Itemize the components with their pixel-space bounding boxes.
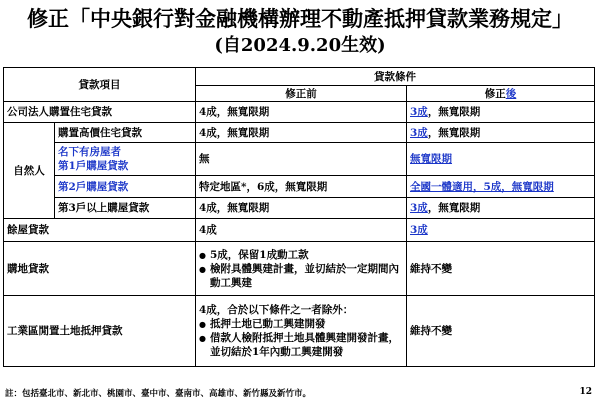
industrial-before-intro: 4成，合於以下條件之一者除外： [199, 304, 354, 316]
corporate-after-highlight: 3成 [410, 106, 428, 118]
natural-person-label: 自然人 [4, 123, 55, 219]
land-before-item: ● 檢附具體興建計畫，並切結於一定期間內動工興建 [199, 262, 403, 290]
industrial-after: 維持不變 [407, 296, 595, 367]
second-home-before: 特定地區*，6成，無寬限期 [196, 176, 407, 198]
land-after: 維持不變 [407, 242, 595, 296]
first-home-after: 無寬限期 [407, 143, 595, 176]
corporate-before: 4成，無寬限期 [196, 102, 407, 123]
header-loan-conditions: 貸款條件 [196, 68, 595, 86]
high-price-after-highlight: 3成 [410, 126, 428, 139]
unsold-after: 3成 [407, 219, 595, 242]
effective-date: (自2024.9.20生效) [214, 35, 386, 56]
corporate-after [407, 102, 595, 123]
row-label-second-home: 第2戶購屋貸款 [55, 176, 196, 198]
table-row-land [4, 242, 595, 296]
table-row-industrial [4, 296, 595, 367]
corporate-after-rest: ，無寬限期 [427, 106, 481, 118]
third-home-after-highlight: 3成 [410, 202, 428, 214]
unsold-before: 4成 [196, 219, 407, 242]
row-label-industrial: 工業區閒置土地抵押貸款 [4, 296, 196, 367]
land-before-item: ● 5成，保留1成動工款 [199, 248, 403, 262]
page-title: 修正「中央銀行對金融機構辦理不動產抵押貸款業務規定」 [27, 6, 573, 31]
land-before [196, 242, 407, 296]
high-price-after [407, 123, 595, 143]
row-label-land: 購地貸款 [4, 242, 196, 296]
row-label-high-price: 購置高價住宅貸款 [55, 123, 196, 143]
table-row-first-home [4, 143, 595, 176]
row-label-first-home [55, 143, 196, 176]
table-row-high-price [4, 123, 595, 143]
table-row-second-home [4, 176, 595, 198]
footnote: 註：包括臺北市、新北市、桃園市、臺中市、臺南市、高雄市、新竹縣及新竹市。 [5, 389, 312, 399]
high-price-before: 4成，無寬限期 [196, 123, 407, 143]
first-home-label-line1: 名下有房屋者 [58, 146, 121, 158]
first-home-label-line2: 第1戶購屋貸款 [58, 160, 129, 172]
first-home-before: 無 [196, 143, 407, 176]
header-after [407, 86, 595, 102]
header-after-highlight: 後 [505, 87, 517, 100]
row-label-corporate: 公司法人購置住宅貸款 [4, 102, 196, 123]
third-home-after-rest: ，無寬限期 [427, 202, 481, 214]
industrial-before-item: ● 借款人檢附抵押土地具體興建開發計畫，並切結於1年內動工興建開發 [199, 331, 403, 359]
third-home-after [407, 198, 595, 219]
header-after-prefix: 修正 [484, 87, 506, 100]
table-row-third-home [4, 198, 595, 219]
loan-rules-table [3, 67, 595, 367]
industrial-before [196, 296, 407, 367]
table-row-unsold [4, 219, 595, 242]
high-price-after-rest: ，無寬限期 [427, 126, 481, 139]
table-header-row [4, 68, 595, 86]
header-loan-item: 貸款項目 [4, 68, 196, 102]
second-home-after: 全國一體適用，5成，無寬限期 [407, 176, 595, 198]
row-label-unsold: 餘屋貸款 [4, 219, 196, 242]
third-home-before: 4成，無寬限期 [196, 198, 407, 219]
table-row-corporate [4, 102, 595, 123]
row-label-third-home: 第3戶以上購屋貸款 [55, 198, 196, 219]
header-before: 修正前 [196, 86, 407, 102]
industrial-before-item: ● 抵押土地已動工興建開發 [199, 317, 403, 331]
page-number: 12 [579, 387, 592, 397]
